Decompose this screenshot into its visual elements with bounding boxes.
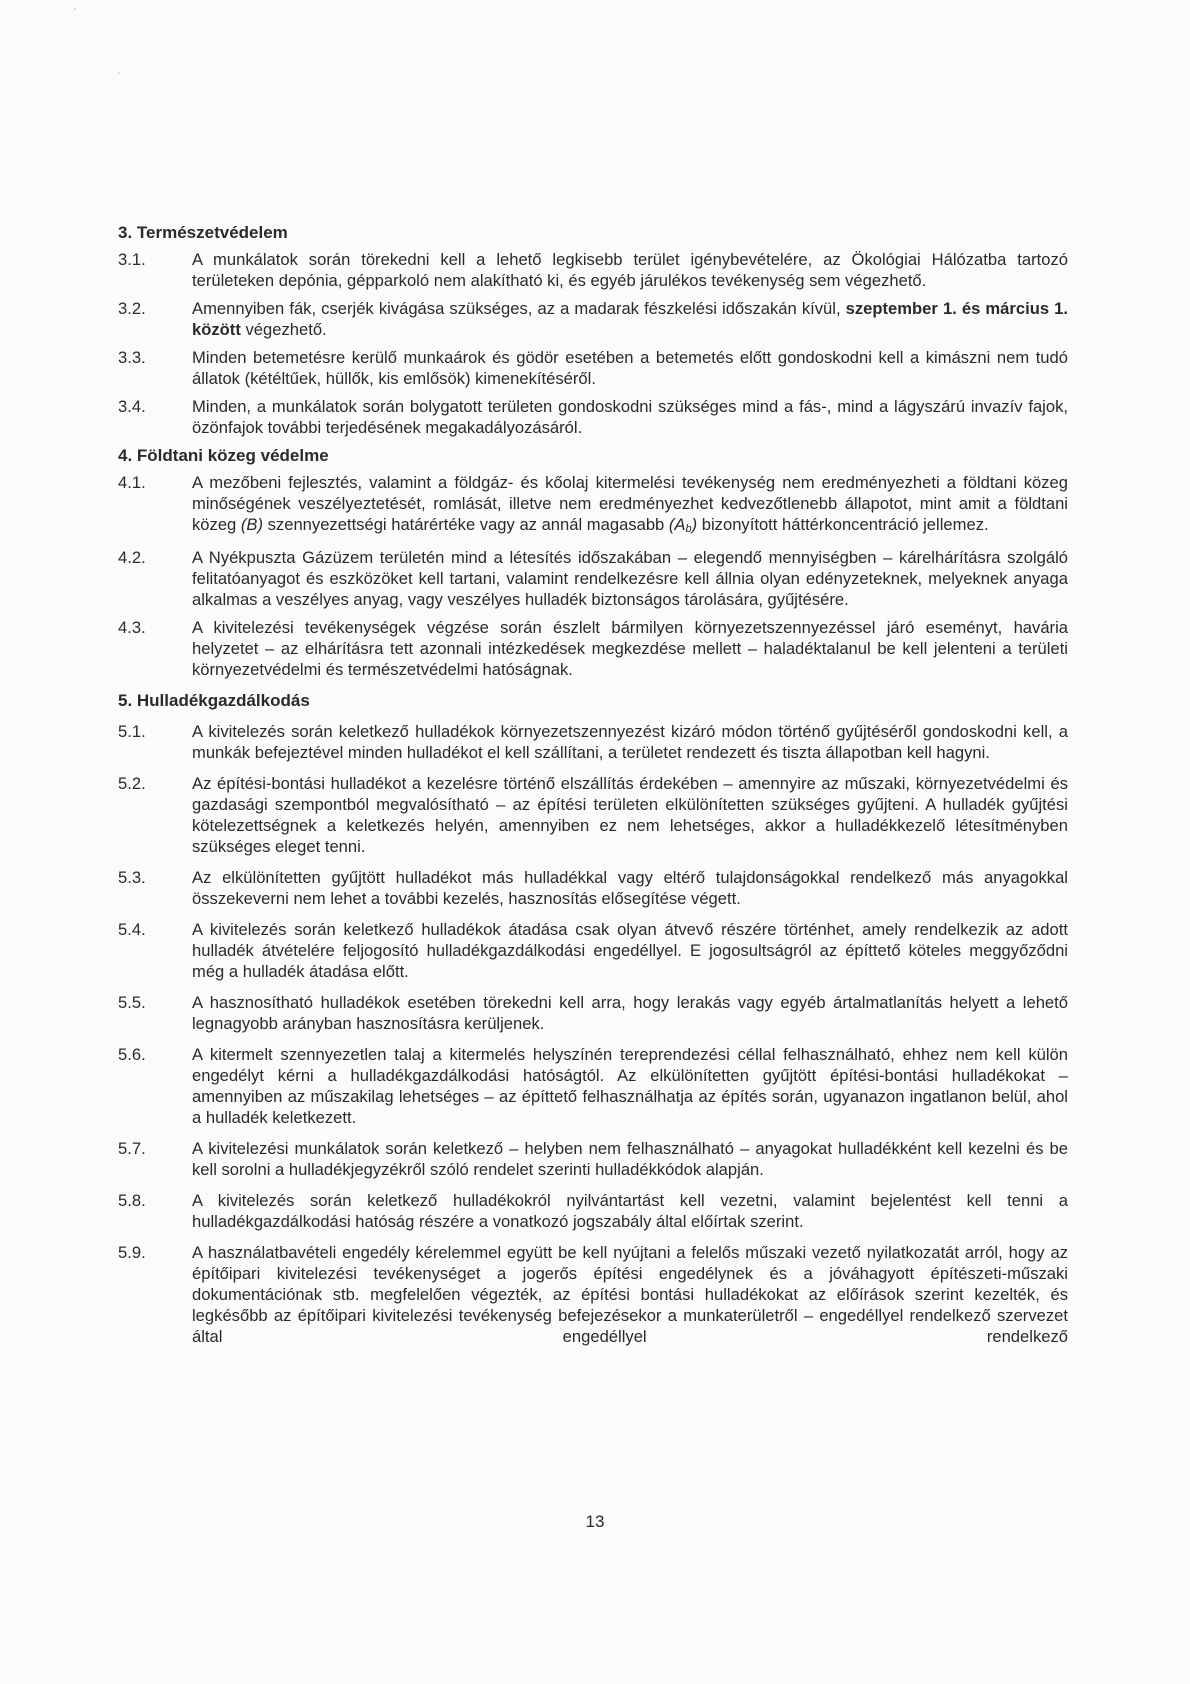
item-text: A használatbavételi engedély kérelemmel együtt be kell nyújtani a felelős műszaki vezető nyilatkozatát arról, hogy az építőipari kivitelezési tevékenységet a jogerős építési engedélynek és a jóváhagyott építészeti-műszaki dokumentációnak stb. megfelelően végezték, az építési bontási hulladékokat az előírások szerint kezelték, és legkésőbb az építőipari kivitelezési tevékenység befejezésekor a munkaterületről – engedéllyel rendelkező szervezet által engedéllyel rendelkező: [192, 1243, 1068, 1346]
list-item-5-5: [118, 992, 1068, 1034]
list-item-4-1: [118, 472, 1068, 540]
item-text: [192, 472, 1068, 540]
item-text-part: Amennyiben fák, cserjék kivágása szükséges, az a madarak fészkelési időszakán kívül,: [192, 299, 846, 318]
item-text-bold-dates: szeptember 1. és március 1. között: [192, 299, 1068, 339]
list-item-5-3: [118, 867, 1068, 909]
list-item-5-2: [118, 773, 1068, 857]
list-item-3-3: [118, 347, 1068, 389]
item-number: 5.8.: [118, 1191, 146, 1210]
item-text-part: végezhető.: [240, 320, 327, 339]
list-item-3-4: [118, 396, 1068, 438]
list-item-3-2: [118, 298, 1068, 340]
section-heading-5: 5. Hulladékgazdálkodás: [118, 691, 310, 710]
item-text: A munkálatok során törekedni kell a lehető legkisebb terület igénybevételére, az Ökológiai Hálózatba tartozó területeken depónia, gépparkoló nem alakítható ki, és egyéb járulékos tevékenység sem végezhető.: [192, 250, 1068, 290]
item-text: Minden, a munkálatok során bolygatott területen gondoskodni szükséges mind a fás-, mind a lágyszárú invazív fajok, özönfajok további terjedésének megakadályozásáról.: [192, 397, 1068, 437]
item-number: 5.3.: [118, 868, 146, 887]
item-number: 4.1.: [118, 473, 146, 492]
subscript: b: [685, 523, 692, 535]
item-text: A kivitelezés során keletkező hulladékokról nyilvántartást kell vezetni, valamint bejelentést kell tenni a hulladékgazdálkodási hatóság részére a vonatkozó jogszabály által előírtak szerint.: [192, 1191, 1068, 1231]
section-heading-4: 4. Földtani közeg védelme: [118, 446, 329, 465]
item-text-part: szennyezettségi határértéke vagy az annál magasabb: [263, 515, 669, 534]
item-text-part: A mezőbeni fejlesztés, valamint a földgáz- és kőolaj kitermelési tevékenység nem eredményezheti a földtani közeg minőségének veszélyeztetését, romlását, illetve nem eredményezhet kedvezőtlenebb állapotot, mint amit a földtani közeg: [192, 473, 1068, 534]
section-heading-3: 3. Természetvédelem: [118, 223, 288, 242]
item-text: A kitermelt szennyezetlen talaj a kitermelés helyszínén tereprendezési céllal felhasználható, ehhez nem kell külön engedélyt kérni a hulladékgazdálkodási hatóságtól. Az elkülönítetten gyűjtött építési-bontási hulladékokat – amennyiben az műszakilag lehetséges – az építtető felhasználhatja az építés során, ugyanazon ingatlanon belül, ahol a hulladék keletkezett.: [192, 1045, 1068, 1127]
list-item-5-7: [118, 1138, 1068, 1180]
item-number: 5.4.: [118, 920, 146, 939]
scan-speck: [118, 72, 120, 74]
list-item-5-4: [118, 919, 1068, 982]
item-number: 5.1.: [118, 722, 146, 741]
item-text: Minden betemetésre kerülő munkaárok és gödör esetében a betemetés előtt gondoskodni kell a kimászni nem tudó állatok (kétéltűek, hüllők, kis emlősök) kimenekítéséről.: [192, 348, 1068, 388]
item-number: 5.9.: [118, 1243, 146, 1262]
list-item-5-8: [118, 1190, 1068, 1232]
list-item-5-1: [118, 721, 1068, 763]
item-text-part: ): [691, 515, 698, 534]
document-page: [118, 222, 1068, 1354]
item-number: 4.3.: [118, 618, 146, 637]
list-item-3-1: [118, 249, 1068, 291]
item-text: A Nyékpuszta Gázüzem területén mind a létesítés időszakában – elegendő mennyiségben – kárelhárításra szolgáló felitatóanyagot és eszközöket kell tartani, valamint rendelkezésre kell állnia olyan edényzeteknek, melyeknek anyaga alkalmas a veszélyes anyag, vagy veszélyes hulladék biztonságos tárolására, gyűjtésére.: [192, 548, 1068, 609]
scan-speck: [74, 8, 76, 10]
list-item-4-3: [118, 617, 1068, 680]
item-number: 5.6.: [118, 1045, 146, 1064]
item-text: A kivitelezés során keletkező hulladékok átadása csak olyan átvevő részére történhet, amely rendelkezik az adott hulladék átvételére feljogosító hulladékgazdálkodási engedéllyel. E jogosultságról az építtető köteles meggyőződni még a hulladék átadása előtt.: [192, 920, 1068, 981]
list-item-5-6: [118, 1044, 1068, 1128]
item-text: Az építési-bontási hulladékot a kezelésre történő elszállítás érdekében – amennyire az műszaki, környezetvédelmi és gazdasági szempontból megvalósítható – az építési területen elkülönítetten szükséges gyűjteni. A hulladék gyűjtési kötelezettségnek a keletkezés helyén, amennyiben ez nem lehetséges, akkor a hulladékkezelő létesítményben szükséges eleget tenni.: [192, 774, 1068, 856]
page-number: 13: [585, 1512, 605, 1531]
item-number: 5.5.: [118, 993, 146, 1012]
item-number: 3.4.: [118, 397, 146, 416]
item-text: A kivitelezési munkálatok során keletkező – helyben nem felhasználható – anyagokat hulladékként kell kezelni és be kell sorolni a hulladékjegyzékről szóló rendelet szerinti hulladékkódok alapján.: [192, 1139, 1068, 1179]
item-text: A hasznosítható hulladékok esetében törekedni kell arra, hogy lerakás vagy egyéb ártalmatlanítás helyett a lehető legnagyobb arányban hasznosításra kerüljenek.: [192, 993, 1068, 1033]
item-text: A kivitelezés során keletkező hulladékok környezetszennyezést kizáró módon történő gyűjtéséről gondoskodni kell, a munkák befejeztével minden hulladékot el kell szállítani, a területet rendezett és tiszta állapotban kell hagyni.: [192, 722, 1068, 762]
item-text: [192, 298, 1068, 340]
item-text-part: (A: [668, 515, 686, 534]
list-item-4-2: [118, 547, 1068, 610]
item-text-part: bizonyított háttérkoncentráció jellemez.: [697, 515, 989, 534]
list-item-5-9: [118, 1242, 1068, 1347]
item-text: Az elkülönítetten gyűjtött hulladékot más hulladékkal vagy eltérő tulajdonságokkal rendelkező más anyagokkal összekeverni nem lehet a további kezelés, hasznosítás elősegítése végett.: [192, 868, 1068, 908]
item-text-italic: (B): [240, 515, 264, 534]
item-text-italic: [669, 515, 697, 534]
item-number: 5.7.: [118, 1139, 146, 1158]
item-number: 3.2.: [118, 299, 146, 318]
item-number: 3.3.: [118, 348, 146, 367]
item-number: 5.2.: [118, 774, 146, 793]
item-text: A kivitelezési tevékenységek végzése során észlelt bármilyen környezetszennyezéssel járó eseményt, havária helyzetet – az elhárításra tett azonnali intézkedések megkezdése mellett – haladéktalanul be kell jelenteni a területi környezetvédelmi és természetvédelmi hatóságnak.: [192, 618, 1068, 679]
item-number: 4.2.: [118, 548, 146, 567]
item-number: 3.1.: [118, 250, 146, 269]
